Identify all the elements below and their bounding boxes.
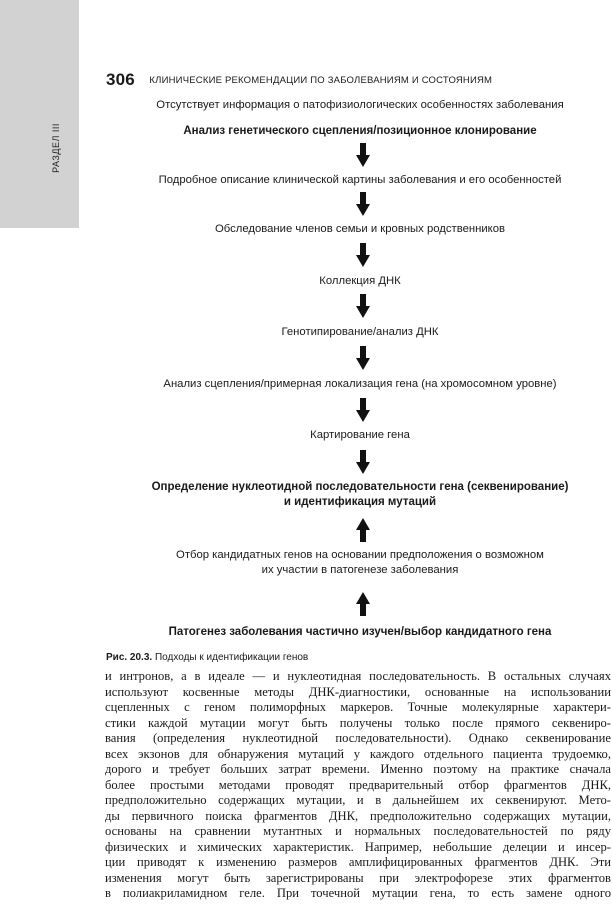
running-head [106, 70, 492, 90]
body-line: вания (определения нуклеотидной последовательности). Однако секвенирование [105, 731, 611, 745]
body-line: физических и химических характеристик. Например, небольшие делеции и инсер- [105, 839, 611, 854]
body-line: дорого и требует больших затрат времени. Именно поэтому на практике сначала [105, 762, 611, 776]
flow-step-dna-collection: Коллекция ДНК [319, 275, 401, 287]
body-line: предположительно содержащих мутации, и в дальнейшем их секвенируют. Мето- [105, 793, 611, 807]
arrow-down-icon [356, 294, 370, 318]
arrow-up-icon [356, 592, 370, 616]
running-title: КЛИНИЧЕСКИЕ РЕКОМЕНДАЦИИ ПО ЗАБОЛЕВАНИЯМ И СОСТОЯНИЯМ [149, 75, 493, 86]
flow-step-linkage-analysis: Анализ генетического сцепления/позиционное клонирование [183, 125, 537, 137]
flow-alternative-start: Патогенез заболевания частично изучен/выбор кандидатного гена [168, 626, 552, 638]
figure-caption-text: Подходы к идентификации генов [154, 652, 309, 663]
body-line: более простыми методами проводят предварительный отбор фрагментов ДНК, [105, 777, 611, 792]
body-line: и интронов, а в идеале — и нуклеотидная последовательность. В остальных случаях [105, 669, 611, 683]
flow-step-no-info: Отсутствует информация о патофизиологических особенностях заболевания [156, 99, 564, 111]
body-line: используют косвенные методы ДНК-диагностики, основанные на использовании [105, 684, 611, 699]
flow-candidate-selection-1: Отбор кандидатных генов на основании предположения о возможном [176, 549, 544, 561]
arrow-down-icon [356, 243, 370, 267]
body-text [105, 669, 611, 902]
flow-candidate-selection-2: их участии в патогенезе заболевания [261, 564, 459, 576]
body-line: ды первичного поиска фрагментов ДНК, предположительно содержащих мутации, [105, 808, 611, 823]
flow-goal-sequencing: Определение нуклеотидной последовательности гена (секвенирование) [151, 481, 569, 493]
body-line: в полиакриламидном геле. При точечной мутации гена, то есть замене одного [105, 886, 611, 900]
figure-id: Рис. 20.3. [106, 652, 153, 663]
page-number: 306 [106, 70, 135, 89]
body-line: основаны на сравнении мутантных и нормальных последовательностей по ряду [105, 824, 611, 838]
arrow-down-icon [356, 450, 370, 474]
arrow-down-icon [356, 143, 370, 167]
flow-step-family-survey: Обследование членов семьи и кровных родственников [215, 223, 505, 235]
body-line: сцепленных с геном полиморфных маркеров. Точные молекулярные характери- [105, 700, 611, 714]
section-tab [0, 0, 79, 228]
arrow-down-icon [356, 346, 370, 370]
figure-caption [106, 652, 308, 663]
flow-step-gene-mapping: Картирование гена [310, 429, 410, 441]
body-line: всех экзонов для обнаружения мутаций у каждого отдельного пациента трудоемко, [105, 746, 611, 761]
flow-step-genotyping: Генотипирование/анализ ДНК [281, 326, 439, 338]
arrow-down-icon [356, 192, 370, 216]
flow-step-linkage-localization: Анализ сцепления/примерная локализация гена (на хромосомном уровне) [163, 378, 557, 390]
flow-step-clinical-description: Подробное описание клинической картины заболевания и его особенностей [158, 174, 562, 186]
arrow-up-icon [356, 518, 370, 542]
body-line: изменения могут быть зарегистрированы при электрофорезе этих фрагментов [105, 870, 611, 885]
body-line: ции приводят к изменению размеров амплифицированных фрагментов ДНК. Эти [105, 855, 611, 869]
arrow-down-icon [356, 398, 370, 422]
section-tab-label: РАЗДЕЛ III [51, 123, 61, 173]
flow-goal-mutation-id: и идентификация мутаций [283, 496, 437, 508]
body-line: стики каждой мутации могут быть получены только после прямого секвениро- [105, 715, 611, 730]
